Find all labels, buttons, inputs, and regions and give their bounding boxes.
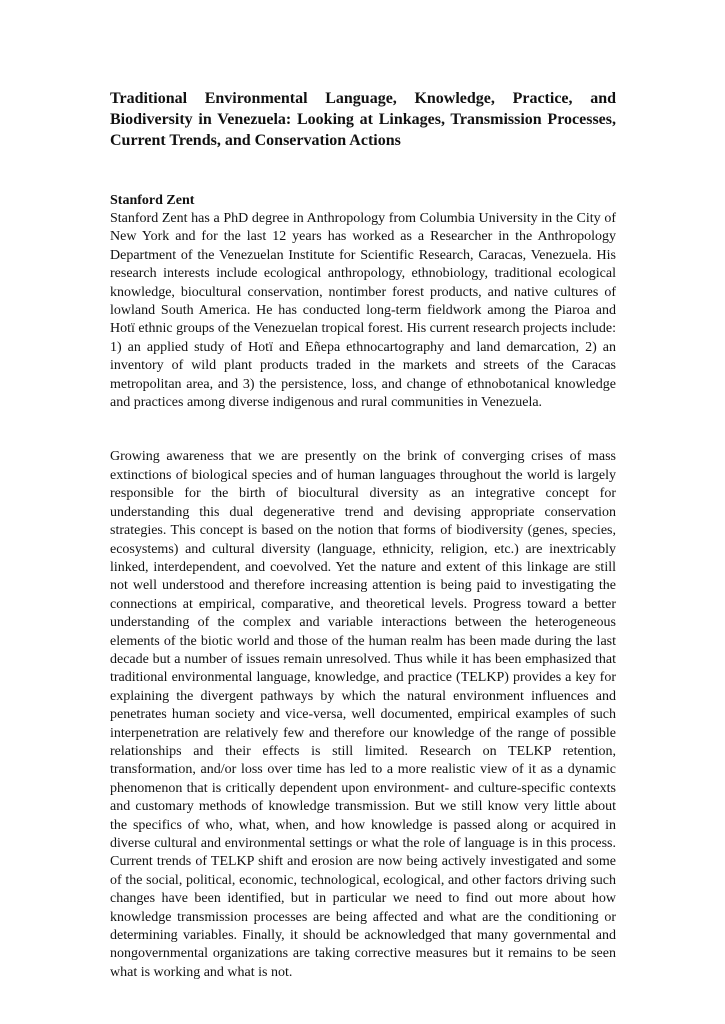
document-title: Traditional Environmental Language, Knowledge, Practice, and Biodiversity in Venezuela: Looking at Linkages, Transmission Processes, Current Trends, and Conservation Actions (110, 90, 616, 149)
author-bio: Stanford Zent has a PhD degree in Anthropology from Columbia University in the City of New York and for the last 12 years has worked as a Researcher in the Anthropology Department of the Venezuelan Institute for Scientific Research, Caracas, Venezuela. His research interests include ecological anthropology, ethnobiology, traditional ecological knowledge, biocultural conservation, nontimber forest products, and native cultures of lowland South America. He has conducted long-term fieldwork among the Piaroa and Hotï ethnic groups of the Venezuelan tropical forest. His current research projects include: 1) an applied study of Hotï and Eñepa ethnocartography and land demarcation, 2) an inventory of wild plant products traded in the markets and streets of the Caracas metropolitan area, and 3) the persistence, loss, and change of ethnobotanical knowledge and practices among diverse indigenous and rural communities in Venezuela. (110, 211, 616, 411)
abstract-paragraph: Growing awareness that we are presently on the brink of converging crises of mass extinctions of biological species and of human languages throughout the world is largely responsible for the birth of biocultural diversity as an integrative concept for understanding this dual degenerative trend and devising appropriate conservation strategies. This concept is based on the notion that forms of biodiversity (genes, species, ecosystems) and cultural diversity (language, ethnicity, religion, etc.) are inextricably linked, interdependent, and coevolved. Yet the nature and extent of this linkage are still not well understood and therefore increasing attention is being paid to investigating the connections at empirical, comparative, and theoretical levels. Progress toward a better understanding of the complex and variable interactions between the heterogeneous elements of the biotic world and those of the human realm has been made during the last decade but a number of issues remain unresolved. Thus while it has been emphasized that traditional environmental language, knowledge, and practice (TELKP) provides a key for explaining the divergent pathways by which the natural environment influences and penetrates human society and vice-versa, well documented, empirical examples of such interpenetration are relatively few and therefore our knowledge of the range of possible relationships and their effects is still limited. Research on TELKP retention, transformation, and/or loss over time has led to a more realistic view of it as a dynamic phenomenon that is critically dependent upon environment- and culture-specific contexts and customary methods of knowledge transmission. But we still know very little about the specifics of who, what, when, and how knowledge is passed along or acquired in diverse cultural and environmental settings or what the role of language is in this process. Current trends of TELKP shift and erosion are now being actively investigated and some of the social, political, economic, technological, ecological, and other factors driving such changes have been identified, but in particular we need to find out more about how knowledge transmission processes are being affected and what are the conditioning or determining variables. Finally, it should be acknowledged that many governmental and nongovernmental organizations are taking corrective measures but it remains to be seen what is working and what is not. (110, 449, 616, 980)
author-name: Stanford Zent (110, 193, 195, 208)
document-body (110, 88, 616, 982)
